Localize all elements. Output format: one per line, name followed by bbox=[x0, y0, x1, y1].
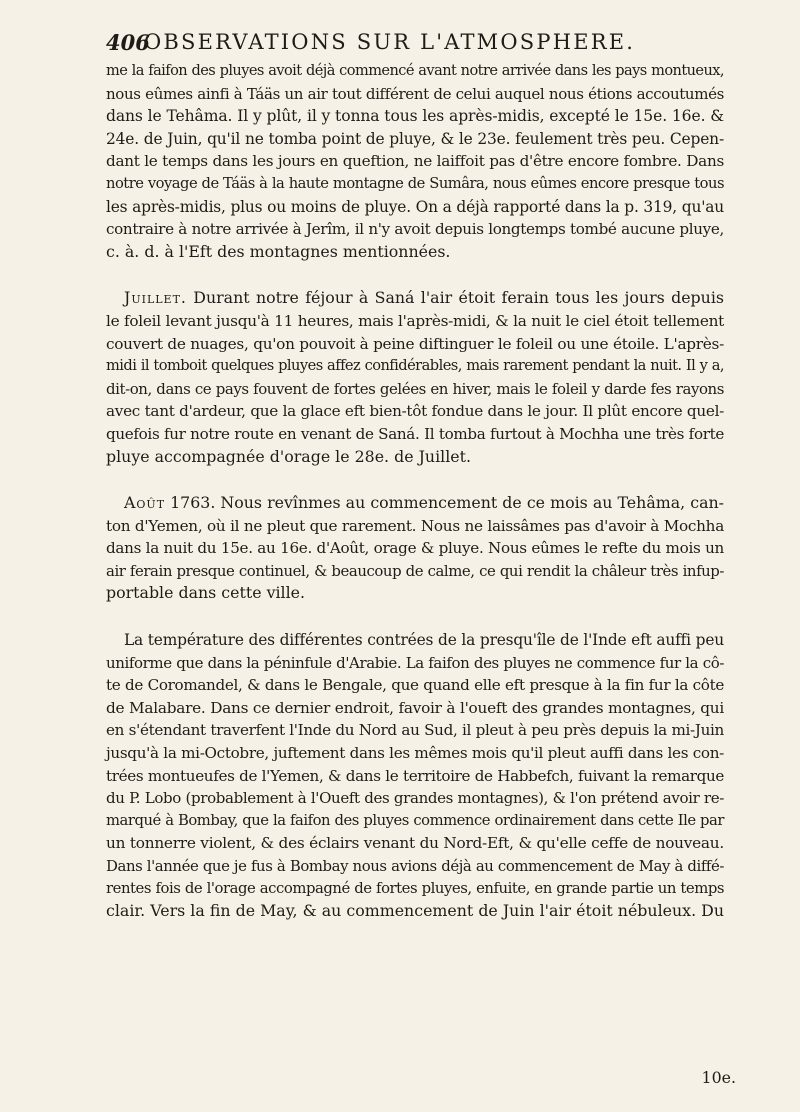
text-line-rest: 1763. Nous revînmes au commencement de ce mois au Tehâma, can- bbox=[165, 493, 724, 513]
paragraph-inde bbox=[106, 629, 724, 923]
text-line: 24e. de Juin, qu'il ne tomba point de pluye, & le 23e. feulement très peu. Cepen- bbox=[106, 129, 724, 148]
text-line: dans le Tehâma. Il y plût, il y tonna tous les après-midis, excepté le 15e. 16e. & bbox=[106, 107, 724, 126]
text-line: clair. Vers la fin de May, & au commencement de Juin l'air étoit nébuleux. Du bbox=[106, 901, 724, 921]
text-line: air ferain presque continuel, & beaucoup de calme, ce qui rendit la châleur très infup- bbox=[106, 561, 724, 580]
text-line: nous eûmes ainfi à Táäs un air tout différent de celui auquel nous étions accoutumés bbox=[106, 84, 724, 103]
paragraph-rainy-season bbox=[106, 60, 724, 263]
text-line: du P. Lobo (probablement à l'Oueft des grandes montagnes), & l'on prétend avoir re- bbox=[106, 789, 724, 808]
catchword: 10e. bbox=[701, 1068, 736, 1087]
text-line: avec tant d'ardeur, que la glace eft bien-tôt fondue dans le jour. Il plût encore quel- bbox=[106, 402, 724, 421]
text-line: quefois fur notre route en venant de Saná. Il tomba furtout à Mochha une très forte bbox=[106, 424, 724, 443]
text-line: me la faifon des pluyes avoit déjà commencé avant notre arrivée dans les pays montueux, bbox=[106, 62, 724, 79]
text-line: uniforme que dans la péninfule d'Arabie. La faifon des pluyes ne commence fur la cô- bbox=[106, 653, 724, 672]
text-line: en s'étendant traverfent l'Inde du Nord au Sud, il pleut à peu près depuis la mi-Juin bbox=[106, 721, 724, 740]
text-line: de Malabare. Dans ce dernier endroit, favoir à l'oueft des grandes montagnes, qui bbox=[106, 698, 724, 717]
text-line: La température des différentes contrées de la presqu'île de l'Inde eft auffi peu bbox=[124, 631, 724, 650]
text-line bbox=[106, 287, 724, 310]
text-line: jusqu'à la mi-Octobre, juftement dans les mêmes mois qu'il pleut auffi dans les con- bbox=[106, 744, 724, 763]
text-line: contraire à notre arrivée à Jerîm, il n'y avoit depuis longtemps tombé aucune pluye, bbox=[106, 220, 724, 239]
body-text bbox=[106, 60, 724, 923]
text-line: te de Coromandel, & dans le Bengale, que quand elle eft presque à la fin fur la côte bbox=[106, 676, 724, 695]
paragraph-juillet bbox=[106, 287, 724, 468]
running-title: OBSERVATIONS SUR L'ATMOSPHERE. bbox=[144, 30, 636, 54]
paragraph-aout bbox=[106, 492, 724, 605]
text-line: dans la nuit du 15e. au 16e. d'Août, orage & pluye. Nous eûmes le refte du mois un bbox=[106, 539, 724, 558]
text-line: un tonnerre violent, & des éclairs venant du Nord-Eft, & qu'elle ceffe de nouveau. bbox=[106, 834, 724, 853]
text-line: portable dans cette ville. bbox=[106, 583, 306, 603]
paragraph-lead: Août bbox=[124, 493, 166, 513]
text-line: le foleil levant jusqu'à 11 heures, mais l'après-midi, & la nuit le ciel étoit tellement bbox=[106, 311, 724, 330]
text-line: ton d'Yemen, où il ne pleut que rarement. Nous ne laissâmes pas d'avoir à Mochha bbox=[106, 516, 724, 535]
text-line: trées montueufes de l'Yemen, & dans le territoire de Habbefch, fuivant la remarque bbox=[106, 766, 724, 785]
text-line: pluye accompagnée d'orage le 28e. de Juillet. bbox=[106, 446, 471, 466]
text-line: marqué à Bombay, que la faifon des pluyes commence ordinairement dans cette Ile par bbox=[106, 811, 724, 829]
text-line: couvert de nuages, qu'on pouvoit à peine diftinguer le foleil ou une étoile. L'après- bbox=[106, 334, 724, 353]
text-line: les après-midis, plus ou moins de pluye. On a déjà rapporté dans la p. 319, qu'au bbox=[106, 197, 724, 216]
text-line: notre voyage de Táäs à la haute montagne de Sumâra, nous eûmes encore presque tous bbox=[106, 174, 724, 192]
text-line-rest: Durant notre féjour à Saná l'air étoit ferain tous les jours depuis bbox=[186, 288, 724, 308]
text-line: rentes fois de l'orage accompagné de fortes pluyes, enfuite, en grande partie un temps bbox=[106, 879, 724, 897]
page-number: 406 bbox=[106, 30, 150, 55]
text-line: dit-on, dans ce pays fouvent de fortes gelées en hiver, mais le foleil y darde fes rayons bbox=[106, 379, 724, 398]
text-line: Dans l'année que je fus à Bombay nous avions déjà au commencement de May à diffé- bbox=[106, 857, 724, 875]
text-line: midi il tomboit quelques pluyes affez confidérables, mais rarement pendant la nuit. Il y a, bbox=[106, 357, 724, 375]
text-line: c. à. d. à l'Eft des montagnes mentionnées. bbox=[106, 241, 451, 261]
text-line bbox=[106, 492, 724, 515]
paragraph-lead: Juillet. bbox=[124, 288, 187, 308]
running-head bbox=[106, 22, 724, 54]
text-line: dant le temps dans les jours en queftion, ne laiffoit pas d'être encore fombre. Dans bbox=[106, 152, 724, 171]
